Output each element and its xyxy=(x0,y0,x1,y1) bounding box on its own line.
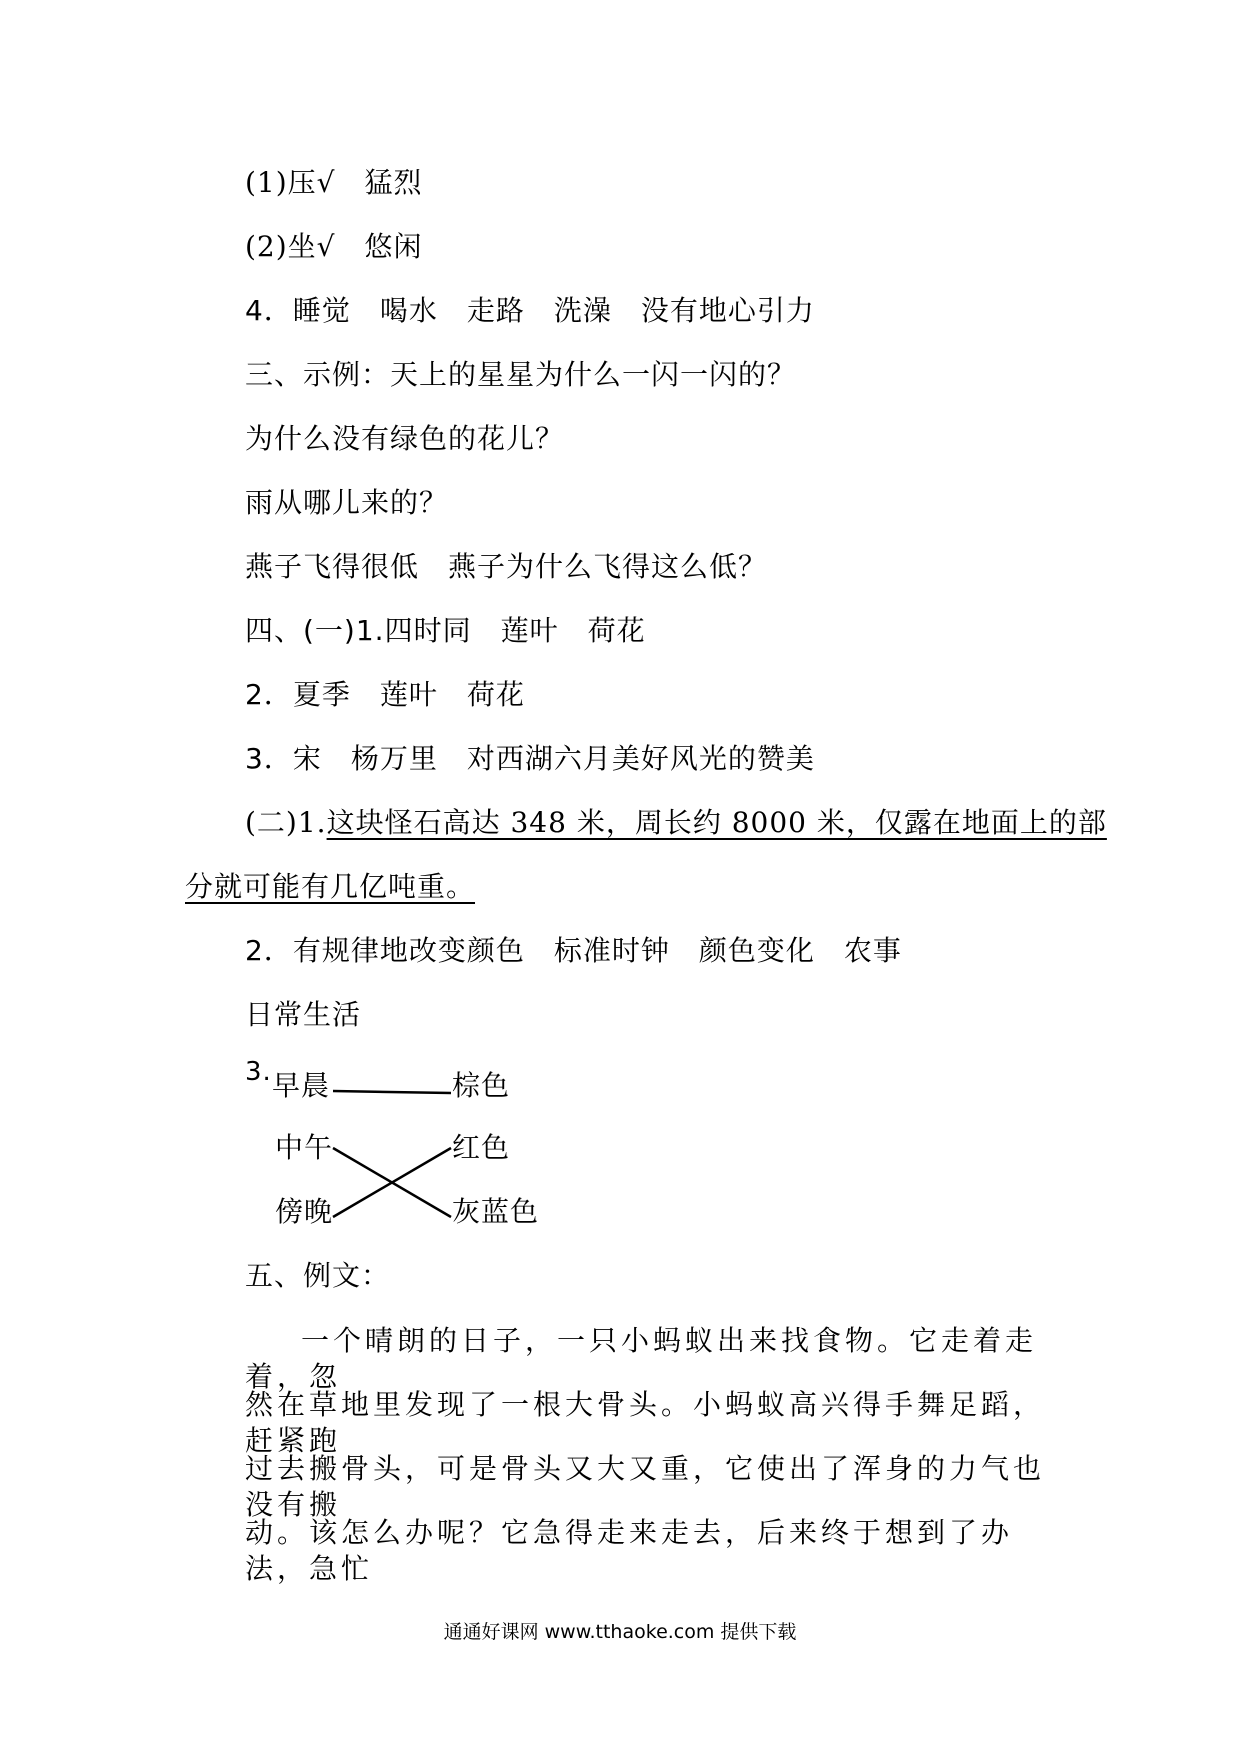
matching-right-3: 灰蓝色 xyxy=(452,1195,540,1228)
match-line-evening-red xyxy=(333,1148,451,1217)
essay-heading: 五、例文： xyxy=(245,1259,391,1292)
underlined-sentence-part-1: 这块怪石高达 348 米，周长约 8000 米，仅露在地面上的部 xyxy=(326,806,1107,839)
matching-right-1: 棕色 xyxy=(452,1069,511,1102)
matching-right-2: 红色 xyxy=(452,1131,511,1164)
answer-line-6: 雨从哪儿来的？ xyxy=(245,486,449,519)
answer-line-7: 燕子飞得很低 燕子为什么飞得这么低？ xyxy=(245,550,768,583)
page-footer: 通通好课网 www.tthaoke.com 提供下载 xyxy=(443,1621,797,1643)
matching-left-3: 傍晚 xyxy=(275,1195,334,1228)
matching-number: 3. xyxy=(245,1057,272,1087)
essay-line-4: 动。该怎么办呢？它急得走来走去，后来终于想到了办法，急忙 xyxy=(245,1516,1014,1585)
answer-line-4: 三、示例：天上的星星为什么一闪一闪的？ xyxy=(245,358,797,391)
answer-line-9: 2．夏季 莲叶 荷花 xyxy=(245,678,525,711)
essay-line-2: 然在草地里发现了一根大骨头。小蚂蚁高兴得手舞足蹈，赶紧跑 xyxy=(245,1388,1046,1457)
answer-line-10: 3．宋 杨万里 对西湖六月美好风光的赞美 xyxy=(245,742,815,775)
answer-line-11-prefix: (二)1. xyxy=(245,806,327,839)
answer-line-13: 2．有规律地改变颜色 标准时钟 颜色变化 农事 xyxy=(245,934,902,967)
essay-line-1: 一个晴朗的日子，一只小蚂蚁出来找食物。它走着走着，忽 xyxy=(245,1324,1038,1393)
underlined-sentence-part-2: 分就可能有几亿吨重。 xyxy=(185,870,476,903)
answer-line-5: 为什么没有绿色的花儿？ xyxy=(245,422,565,455)
match-line-noon-grayblue xyxy=(333,1148,451,1217)
answer-line-1: (1)压√ 猛烈 xyxy=(245,166,423,199)
matching-left-2: 中午 xyxy=(275,1131,334,1164)
matching-left-1: 早晨 xyxy=(272,1069,331,1102)
answer-line-2: (2)坐√ 悠闲 xyxy=(245,230,423,263)
answer-line-11 xyxy=(245,805,1107,841)
match-line-morning-brown xyxy=(333,1091,451,1093)
answer-line-8: 四、(一)1.四时同 莲叶 荷花 xyxy=(245,614,646,647)
answer-line-3: 4．睡觉 喝水 走路 洗澡 没有地心引力 xyxy=(245,294,815,327)
answer-line-14: 日常生活 xyxy=(245,998,362,1031)
essay-line-3: 过去搬骨头，可是骨头又大又重，它使出了浑身的力气也没有搬 xyxy=(245,1452,1046,1521)
